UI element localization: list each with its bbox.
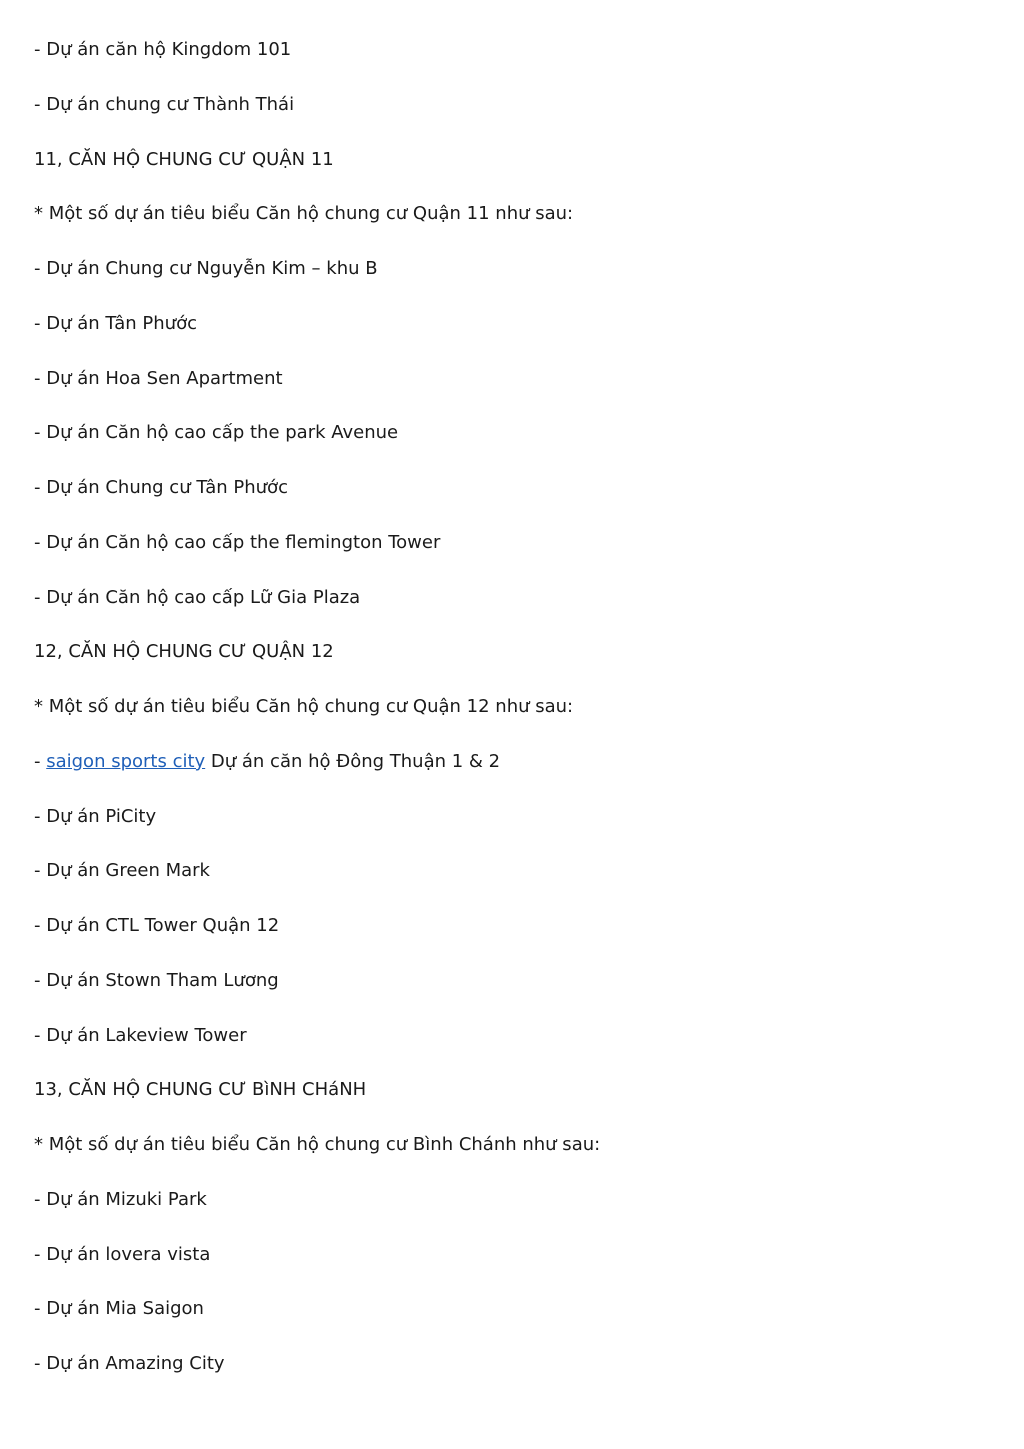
saigon-sports-city-link[interactable]: saigon sports city (46, 750, 206, 772)
list-item: - Dự án Chung cư Nguyễn Kim – khu B (34, 258, 378, 279)
list-item: - Dự án Chung cư Tân Phước (34, 477, 288, 498)
list-item: - Dự án Căn hộ cao cấp the flemington Tower (34, 531, 441, 553)
section-intro: * Một số dự án tiêu biểu Căn hộ chung cư Quận 11 như sau: (34, 203, 574, 225)
list-item-with-link (34, 748, 990, 803)
section-intro: * Một số dự án tiêu biểu Căn hộ chung cư Quận 12 như sau: (34, 696, 574, 717)
list-item: - Dự án PiCity (34, 805, 157, 827)
document-body (34, 36, 990, 1405)
list-item-prefix: - (34, 750, 47, 772)
list-item: - Dự án Căn hộ cao cấp the park Avenue (34, 422, 399, 444)
list-item: - Dự án lovera vista (34, 1243, 211, 1265)
list-item: - Dự án Tân Phước (34, 312, 198, 334)
list-item-text: Dự án căn hộ Đông Thuận 1 & 2 (205, 750, 501, 772)
section-intro: * Một số dự án tiêu biểu Căn hộ chung cư Bình Chánh như sau: (34, 1134, 601, 1155)
list-item: - Dự án CTL Tower Quận 12 (34, 915, 280, 936)
list-item: - Dự án Stown Tham Lương (34, 969, 279, 991)
list-item: - Dự án Hoa Sen Apartment (34, 367, 283, 389)
section-heading-binh-chanh: 13, CĂN HỘ CHUNG CƯ BìNH CHáNH (34, 1079, 367, 1101)
section-heading-district-11: 11, CĂN HỘ CHUNG CƯ QUẬN 11 (34, 148, 334, 170)
list-item: - Dự án căn hộ Kingdom 101 (34, 39, 292, 60)
list-item: - Dự án Mia Saigon (34, 1298, 204, 1320)
list-item: - Dự án chung cư Thành Thái (34, 93, 295, 115)
list-item: - Dự án Green Mark (34, 860, 210, 882)
list-item: - Dự án Amazing City (34, 1353, 225, 1374)
list-item: - Dự án Mizuki Park (34, 1188, 207, 1210)
section-heading-district-12: 12, CĂN HỘ CHUNG CƯ QUẬN 12 (34, 641, 334, 663)
list-item: - Dự án Căn hộ cao cấp Lữ Gia Plaza (34, 586, 361, 608)
list-item: - Dự án Lakeview Tower (34, 1024, 247, 1046)
